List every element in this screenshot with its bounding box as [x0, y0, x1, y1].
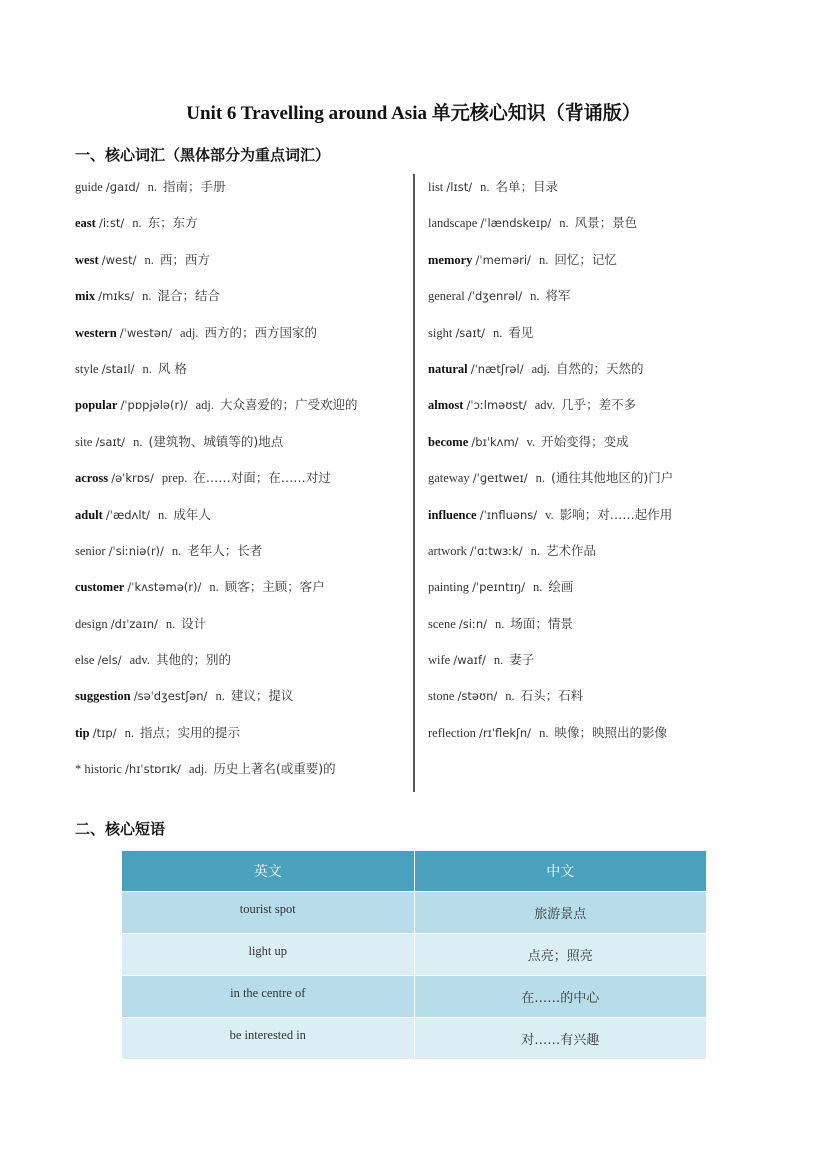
vocab-word: design [75, 616, 108, 631]
vocab-part-of-speech: n. [535, 471, 545, 486]
vocab-item [428, 427, 758, 463]
vocab-part-of-speech: n. [171, 543, 182, 558]
vocab-part-of-speech: adv. [534, 398, 556, 413]
vocab-word: adult [75, 507, 103, 522]
vocab-item [75, 245, 410, 281]
vocab-item [428, 681, 758, 717]
vocab-item [75, 754, 410, 790]
vocab-meaning: 西方的；西方国家的 [204, 324, 317, 340]
vocab-phonetic: /bɪˈkʌm/ [471, 434, 519, 449]
vocab-item [428, 718, 758, 754]
section-heading-vocabulary: 一、核心词汇（黑体部分为重点词汇） [75, 146, 331, 164]
vocab-word: guide [75, 180, 103, 194]
vocab-phonetic: /ˈlændskeɪp/ [480, 216, 552, 231]
table-row [122, 892, 707, 934]
vocab-meaning: 老年人；长者 [187, 542, 263, 558]
phrase-chinese: 旅游景点 [414, 892, 707, 934]
phrase-chinese: 点亮；照亮 [414, 934, 707, 976]
table-row [122, 934, 707, 976]
vocab-meaning: 风景；景色 [574, 215, 638, 231]
vocab-word: general [428, 289, 465, 304]
vocab-phonetic: /əˈkrɒs/ [111, 471, 154, 486]
vocab-meaning: 东；东方 [147, 215, 198, 231]
vocab-item [428, 645, 758, 681]
vocab-word: artwork [428, 543, 467, 558]
vocab-phonetic: /ˈædʌlt/ [105, 507, 150, 522]
vocab-part-of-speech: n. [133, 434, 143, 449]
vocab-word: customer [75, 580, 125, 595]
vocab-meaning: 指点；实用的提示 [139, 724, 240, 740]
vocab-meaning: 妻子 [509, 652, 535, 668]
vocab-meaning: 建议；提议 [230, 688, 294, 704]
vocab-meaning: 历史上著名(或重要)的 [213, 761, 336, 777]
vocab-part-of-speech: n. [530, 543, 541, 558]
vocab-phonetic: /ˈɪnfluəns/ [479, 507, 538, 522]
vocab-meaning: 自然的；天然的 [556, 360, 644, 376]
vocab-item [428, 500, 758, 536]
vocab-item [428, 463, 758, 499]
vocab-part-of-speech: n. [215, 689, 225, 704]
vocab-meaning: 影响；对……起作用 [559, 506, 673, 522]
vocab-phonetic: /səˈdʒestʃən/ [133, 689, 208, 704]
vocab-phonetic: /ˈpeɪntɪŋ/ [472, 580, 526, 595]
vocab-part-of-speech: n. [493, 325, 503, 340]
vocab-part-of-speech: n. [142, 289, 152, 304]
vocab-item [75, 208, 410, 244]
vocab-phonetic: /ˈɡeɪtweɪ/ [472, 471, 528, 486]
vocab-part-of-speech: n. [539, 725, 549, 740]
vocab-word: memory [428, 252, 473, 267]
vocab-item [428, 572, 758, 608]
vocab-item [75, 718, 410, 754]
vocab-phonetic: /tɪp/ [92, 725, 117, 740]
vocab-item [75, 645, 410, 681]
vocab-meaning: 设计 [181, 615, 207, 631]
vocab-item [75, 463, 410, 499]
vocab-word: influence [428, 507, 477, 522]
vocab-word: western [75, 325, 117, 340]
vocab-part-of-speech: adj. [180, 325, 199, 340]
vocab-item [428, 318, 758, 354]
vocab-item [75, 427, 410, 463]
vocab-item [428, 172, 758, 208]
vocab-word: site [75, 434, 93, 449]
vocab-part-of-speech: n. [147, 180, 157, 194]
vocab-phonetic: /ˈdʒenrəl/ [467, 289, 523, 304]
vocab-word: wife [428, 653, 451, 668]
vocab-word: natural [428, 361, 468, 376]
vocab-word: landscape [428, 216, 478, 231]
vocab-word: become [428, 434, 469, 449]
vocab-part-of-speech: prep. [161, 471, 188, 486]
vocab-phonetic: /ˈpɒpjələ(r)/ [120, 398, 188, 413]
vocab-item [75, 318, 410, 354]
vocab-meaning: 顾客；主顾；客户 [224, 579, 325, 595]
vocab-meaning: 看见 [508, 324, 534, 340]
vocab-meaning: 艺术作品 [546, 542, 597, 558]
header-chinese: 中文 [414, 851, 707, 892]
table-header-row [122, 851, 707, 892]
vocab-phonetic: /siːn/ [458, 616, 487, 631]
vocab-word: suggestion [75, 689, 131, 704]
vocab-phonetic: /stəʊn/ [457, 689, 498, 704]
vocab-item [428, 208, 758, 244]
vocab-phonetic: /ɡaɪd/ [105, 180, 140, 194]
vocab-phonetic: /ˈɔːlməʊst/ [466, 398, 527, 413]
vocab-part-of-speech: adj. [531, 361, 550, 376]
vocab-item [75, 609, 410, 645]
vocab-phonetic: /mɪks/ [98, 289, 135, 304]
vocab-item [75, 281, 410, 317]
vocab-word: reflection [428, 725, 476, 740]
vocab-part-of-speech: n. [533, 580, 543, 595]
vocab-phonetic: /els/ [97, 653, 122, 668]
vocab-word: popular [75, 398, 118, 413]
vocab-part-of-speech: n. [505, 689, 515, 704]
vocab-meaning: 大众喜爱的；广受欢迎的 [219, 397, 358, 413]
vocab-phonetic: /ˈsiːniə(r)/ [108, 543, 164, 558]
vocab-word: * historic [75, 762, 122, 777]
table-row [122, 976, 707, 1018]
vocab-phonetic: /lɪst/ [446, 180, 473, 194]
vocab-phonetic: /waɪf/ [453, 653, 486, 668]
vocab-part-of-speech: n. [144, 252, 154, 267]
vocab-item [428, 609, 758, 645]
vocab-part-of-speech: n. [493, 653, 504, 668]
vocab-phonetic: /staɪl/ [101, 361, 135, 376]
vocab-part-of-speech: adj. [195, 398, 214, 413]
vocab-phonetic: /west/ [101, 252, 137, 267]
phrase-english: light up [122, 934, 415, 976]
vocab-meaning: 几乎；差不多 [561, 397, 637, 413]
vocab-word: senior [75, 543, 106, 558]
vocab-word: stone [428, 689, 455, 704]
vocab-part-of-speech: v. [526, 434, 536, 449]
header-english: 英文 [122, 851, 415, 892]
vocab-part-of-speech: n. [165, 616, 176, 631]
vocab-word: mix [75, 289, 96, 304]
vocab-part-of-speech: n. [132, 216, 142, 231]
vocab-item [75, 500, 410, 536]
vocab-word: painting [428, 580, 469, 595]
vocab-part-of-speech: v. [545, 507, 554, 522]
vocab-item [75, 572, 410, 608]
vocab-phonetic: /saɪt/ [95, 434, 126, 449]
vocab-item [428, 281, 758, 317]
column-divider [413, 174, 415, 792]
vocab-part-of-speech: n. [209, 580, 219, 595]
vocab-meaning: 绘画 [548, 579, 574, 595]
vocab-word: list [428, 180, 444, 194]
vocab-phonetic: /saɪt/ [455, 325, 486, 340]
vocab-phonetic: /dɪˈzaɪn/ [110, 616, 158, 631]
page-title: Unit 6 Travelling around Asia 单元核心知识（背诵版） [186, 103, 641, 124]
vocab-meaning: 回忆；记忆 [554, 251, 617, 267]
vocab-meaning: 指南；手册 [162, 179, 226, 194]
vocab-word: scene [428, 616, 456, 631]
vocab-part-of-speech: n. [530, 289, 540, 304]
vocab-item [75, 354, 410, 390]
vocab-item [428, 245, 758, 281]
vocab-part-of-speech: n. [495, 616, 505, 631]
vocab-meaning: 场面；情景 [510, 615, 573, 631]
vocab-meaning: 在……对面；在……对过 [193, 470, 331, 486]
vocab-part-of-speech: adj. [188, 762, 208, 777]
vocab-meaning: 将军 [545, 288, 571, 304]
vocab-meaning: 石头；石料 [520, 688, 584, 704]
vocab-part-of-speech: n. [157, 507, 168, 522]
section-heading-phrases: 二、核心短语 [75, 820, 166, 838]
vocab-part-of-speech: adv. [129, 653, 150, 668]
vocab-meaning: 名单；目录 [495, 179, 559, 194]
vocab-part-of-speech: n. [142, 361, 152, 376]
vocab-meaning: 开始变得；变成 [541, 433, 629, 449]
vocab-item [75, 172, 410, 208]
phrase-chinese: 对……有兴趣 [414, 1018, 707, 1060]
vocab-word: style [75, 361, 99, 376]
vocab-item [75, 390, 410, 426]
vocab-part-of-speech: n. [124, 725, 134, 740]
vocab-phonetic: /ˈwestən/ [119, 325, 173, 340]
phrase-english: be interested in [122, 1018, 415, 1060]
vocab-phonetic: /iːst/ [98, 216, 125, 231]
vocab-meaning: (建筑物、城镇等的)地点 [148, 433, 284, 449]
vocab-item [75, 536, 410, 572]
vocab-word: across [75, 471, 109, 486]
vocab-phonetic: /ˈmeməri/ [475, 252, 531, 267]
vocab-meaning: 映像；映照出的影像 [554, 724, 667, 740]
vocab-phonetic: /rɪˈflekʃn/ [479, 725, 532, 740]
vocab-word: sight [428, 325, 453, 340]
vocab-word: west [75, 252, 99, 267]
vocab-column-left [75, 172, 410, 791]
phrase-english: in the centre of [122, 976, 415, 1018]
vocab-item [428, 390, 758, 426]
vocab-meaning: 西；西方 [159, 251, 210, 267]
table-row [122, 1018, 707, 1060]
vocab-part-of-speech: n. [538, 252, 549, 267]
vocab-word: gateway [428, 471, 470, 486]
vocab-item [428, 536, 758, 572]
vocab-meaning: (通往其他地区的)门户 [550, 470, 674, 486]
vocab-word: almost [428, 398, 464, 413]
vocab-part-of-speech: n. [480, 180, 490, 194]
vocab-column-right [428, 172, 758, 754]
vocab-meaning: 风 格 [157, 360, 187, 376]
vocab-phonetic: /ˈɑːtwɜːk/ [470, 543, 523, 558]
phrase-chinese: 在……的中心 [414, 976, 707, 1018]
vocab-phonetic: /ˈnætʃrəl/ [470, 361, 524, 376]
vocab-meaning: 成年人 [173, 506, 211, 522]
vocab-meaning: 混合；结合 [157, 288, 221, 304]
phrase-english: tourist spot [122, 892, 415, 934]
vocab-word: east [75, 216, 96, 231]
phrases-table [121, 850, 707, 1060]
vocab-phonetic: /hɪˈstɒrɪk/ [125, 762, 181, 777]
vocab-word: else [75, 653, 95, 668]
vocab-word: tip [75, 725, 90, 740]
vocab-item [428, 354, 758, 390]
vocab-item [75, 681, 410, 717]
vocab-part-of-speech: n. [559, 216, 569, 231]
vocab-meaning: 其他的；别的 [155, 652, 231, 668]
vocab-phonetic: /ˈkʌstəmə(r)/ [127, 580, 202, 595]
